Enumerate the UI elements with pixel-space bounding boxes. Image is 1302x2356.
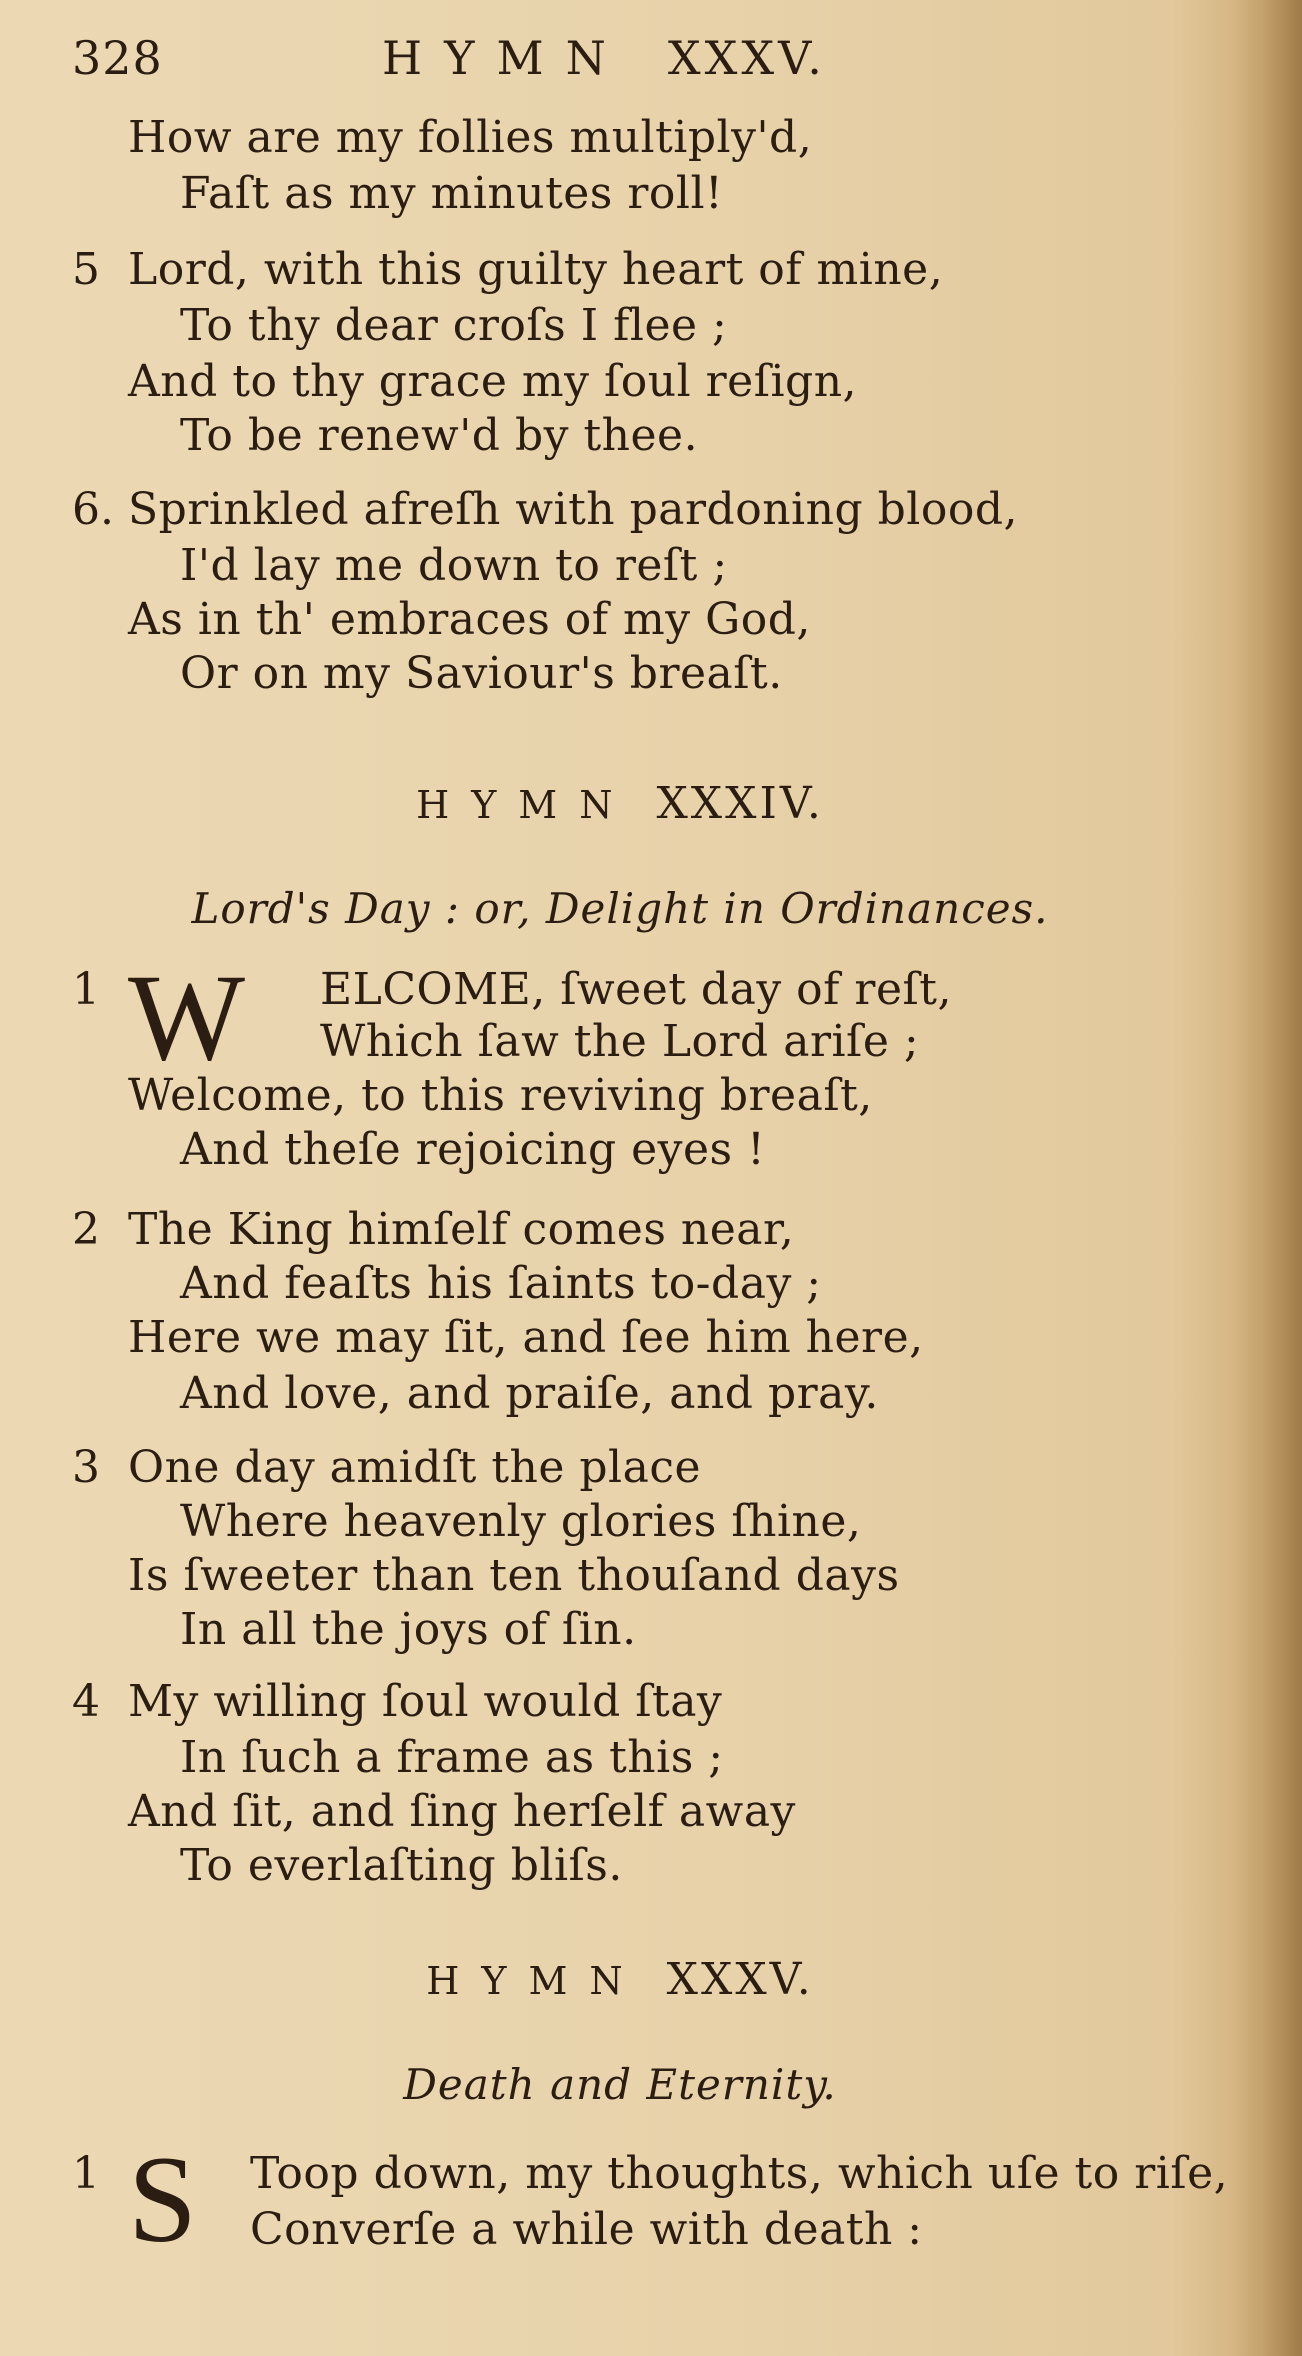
verse-number: 1 xyxy=(72,2148,100,2199)
verse-line: Or on my Saviour's breaſt. xyxy=(180,648,783,699)
verse-number: 6. xyxy=(72,484,114,535)
verse-line: Is ſweeter than ten thouſand days xyxy=(128,1550,900,1601)
verse-line: And theſe rejoicing eyes ! xyxy=(180,1124,766,1175)
hymn-heading-word: HYMN xyxy=(416,783,635,827)
verse-line: Converſe a while with death : xyxy=(250,2204,923,2255)
verse-number: 4 xyxy=(72,1676,100,1727)
verse-line: Where heavenly glories ſhine, xyxy=(180,1496,862,1547)
verse-line: I'd lay me down to reſt ; xyxy=(180,540,728,591)
verse-line: Which ſaw the Lord ariſe ; xyxy=(320,1016,920,1067)
verse-line: Faſt as my minutes roll! xyxy=(180,168,724,219)
verse-line: And ſit, and ſing herſelf away xyxy=(128,1786,796,1837)
verse-line: How are my follies multiply'd, xyxy=(128,112,813,163)
verse-line: In ſuch a frame as this ; xyxy=(180,1732,724,1783)
page-edge-shadow xyxy=(1232,0,1302,2356)
verse-line: ELCOME, ſweet day of reſt, xyxy=(320,964,952,1015)
verse-line: The King himſelf comes near, xyxy=(128,1204,795,1255)
verse-line: Toop down, my thoughts, which uſe to riſe, xyxy=(250,2148,1229,2199)
verse-number: 2 xyxy=(72,1204,100,1255)
hymn-heading-word: HYMN xyxy=(426,1959,645,2003)
hymn-heading-number: XXXIV. xyxy=(656,778,824,829)
running-title-word: HYMN xyxy=(382,31,628,85)
page-number: 328 xyxy=(72,31,163,85)
drop-cap: W xyxy=(128,949,246,1086)
verse-line: In all the joys of ſin. xyxy=(180,1604,637,1655)
verse-line: And love, and praiſe, and pray. xyxy=(180,1368,879,1419)
verse-line: My willing ſoul would ſtay xyxy=(128,1676,723,1727)
hymn-subtitle: Death and Eternity. xyxy=(403,2060,837,2109)
verse-line: Here we may ſit, and ſee him here, xyxy=(128,1312,924,1363)
hymn-heading xyxy=(0,776,1240,833)
hymn-subtitle: Lord's Day : or, Delight in Ordinances. xyxy=(191,884,1049,933)
verse-line: One day amidſt the place xyxy=(128,1442,702,1493)
running-title xyxy=(382,28,826,88)
running-title-number: XXXV. xyxy=(667,31,826,85)
verse-line: As in th' embraces of my God, xyxy=(128,594,811,645)
verse-line: Welcome, to this reviving breaſt, xyxy=(128,1070,873,1121)
hymn-heading-number: XXXV. xyxy=(666,1954,814,2005)
hymn-heading xyxy=(0,1952,1240,2009)
verse-line: And feaſts his ſaints to-day ; xyxy=(180,1258,822,1309)
running-head xyxy=(72,28,1012,88)
verse-line: Sprinkled afreſh with pardoning blood, xyxy=(128,484,1018,535)
verse-line: To be renew'd by thee. xyxy=(180,410,699,461)
drop-cap: S xyxy=(128,2131,197,2268)
verse-line: And to thy grace my ſoul reſign, xyxy=(128,356,858,407)
verse-line: To thy dear croſs I flee ; xyxy=(180,300,728,351)
verse-line: Lord, with this guilty heart of mine, xyxy=(128,244,944,295)
verse-number: 1 xyxy=(72,964,100,1015)
verse-number: 3 xyxy=(72,1442,100,1493)
verse-line: To everlaſting bliſs. xyxy=(180,1840,623,1891)
verse-number: 5 xyxy=(72,244,100,295)
